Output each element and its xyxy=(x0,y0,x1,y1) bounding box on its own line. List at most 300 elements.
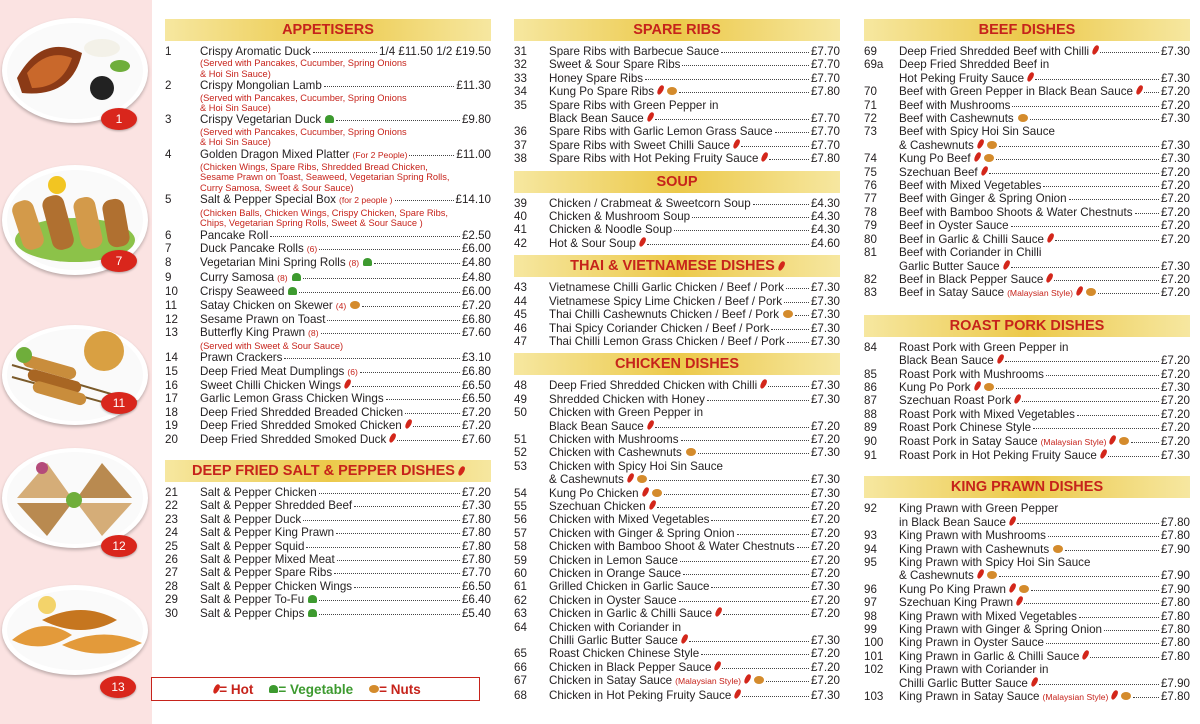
item-price: £6.50 xyxy=(461,579,491,593)
item-line xyxy=(899,341,1190,354)
item-number: 72 xyxy=(864,112,877,126)
item-number: 9 xyxy=(165,270,172,284)
dot-leader xyxy=(386,392,460,400)
item-number: 69 xyxy=(864,45,877,58)
item-price: £7.30 xyxy=(1160,259,1190,273)
item-number: 60 xyxy=(514,567,527,580)
item-name: Spare Ribs with Green Pepper in xyxy=(549,98,719,112)
item-description: & Hoi Sin Sauce) xyxy=(200,68,271,79)
item-number: 4 xyxy=(165,147,172,161)
item-name: Chicken in Satay Sauce xyxy=(549,674,673,688)
dot-leader xyxy=(336,113,460,121)
item-name: Black Bean Sauce xyxy=(549,112,644,126)
menu-item xyxy=(514,393,840,406)
dot-leader xyxy=(711,580,809,588)
section-header xyxy=(864,19,1190,41)
item-number: 78 xyxy=(864,205,877,219)
item-name: Salt & Pepper To-Fu xyxy=(200,593,305,607)
dot-leader xyxy=(664,487,809,495)
sesame-toast-icon xyxy=(2,448,148,548)
item-line xyxy=(899,596,1190,609)
item-line xyxy=(899,677,1190,690)
item-line xyxy=(200,499,491,512)
item-number: 81 xyxy=(864,246,877,260)
item-price: £7.20 xyxy=(1160,179,1190,193)
dot-leader xyxy=(766,674,809,682)
item-line xyxy=(549,460,840,473)
item-price: £11.30 xyxy=(456,79,491,93)
dot-leader xyxy=(319,242,460,250)
leaf-icon xyxy=(363,258,372,266)
item-number: 49 xyxy=(514,392,527,406)
item-price: £7.20 xyxy=(810,567,840,580)
dot-leader xyxy=(1054,273,1159,281)
item-number: 84 xyxy=(864,340,877,354)
item-description: (Chicken Wings, Spare Ribs, Shredded Bread Chicken, xyxy=(200,162,428,173)
item-price: £7.30 xyxy=(1160,45,1190,58)
menu-item xyxy=(165,351,491,364)
item-number: 54 xyxy=(514,486,527,500)
item-number: 25 xyxy=(165,539,178,553)
menu-item xyxy=(165,593,491,606)
dot-leader xyxy=(996,152,1159,160)
item-number: 82 xyxy=(864,272,877,286)
menu-item xyxy=(864,502,1190,529)
item-price: £7.20 xyxy=(1160,85,1190,99)
item-name: King Prawn with Green Pepper xyxy=(899,502,1059,516)
item-name: Salt & Pepper Duck xyxy=(200,512,302,526)
item-name: Chilli Garlic Butter Sauce xyxy=(899,676,1028,690)
dot-leader xyxy=(683,567,809,575)
item-price: £14.10 xyxy=(455,193,491,207)
nut-icon xyxy=(783,310,793,318)
menu-item xyxy=(514,58,840,71)
menu-item xyxy=(864,610,1190,623)
item-price: £2.50 xyxy=(461,228,491,242)
dot-leader xyxy=(337,553,460,561)
chili-icon xyxy=(1026,72,1035,83)
dot-leader xyxy=(405,406,460,414)
dot-leader xyxy=(707,393,809,401)
item-price: £7.20 xyxy=(1160,394,1190,408)
menu-item xyxy=(514,139,840,152)
item-line xyxy=(549,567,840,580)
item-number: 34 xyxy=(514,85,527,99)
item-note: (Malaysian Style) xyxy=(1040,436,1107,447)
dot-leader xyxy=(768,379,809,387)
item-name: Thai Chilli Cashewnuts Chicken / Beef / Pork xyxy=(549,308,780,322)
item-name: Garlic Lemon Grass Chicken Wings xyxy=(200,392,384,406)
menu-item xyxy=(514,152,840,165)
item-line xyxy=(200,79,491,92)
chili-icon xyxy=(1091,45,1100,56)
item-line xyxy=(200,553,491,566)
menu-item xyxy=(864,125,1190,152)
item-note: (Malaysian Style) xyxy=(675,676,741,687)
item-number: 101 xyxy=(864,649,884,663)
item-name: Grilled Chicken in Garlic Sauce xyxy=(549,580,710,594)
item-price: £7.30 xyxy=(1160,152,1190,166)
item-name: Honey Spare Ribs xyxy=(549,71,644,85)
item-price: £7.20 xyxy=(810,660,840,674)
menu-column-3 xyxy=(864,14,1190,704)
item-number: 79 xyxy=(864,219,877,233)
dot-leader xyxy=(1055,233,1159,241)
item-line xyxy=(899,112,1190,125)
item-number: 56 xyxy=(514,513,527,527)
item-line xyxy=(899,381,1190,394)
item-line xyxy=(549,152,840,165)
item-name: Beef with Spicy Hoi Sin Sauce xyxy=(899,125,1055,139)
item-name: Garlic Butter Sauce xyxy=(899,259,1000,273)
item-price: £7.20 xyxy=(1160,98,1190,112)
dot-leader xyxy=(657,500,809,508)
menu-item xyxy=(514,45,840,58)
item-price: £7.20 xyxy=(461,486,491,499)
section-title: ROAST PORK DISHES xyxy=(949,317,1105,334)
item-line xyxy=(549,237,840,250)
item-number: 8 xyxy=(165,256,172,270)
item-number: 93 xyxy=(864,529,877,543)
chili-icon xyxy=(777,261,786,272)
item-line xyxy=(899,286,1190,300)
menu-item xyxy=(165,113,491,147)
item-line xyxy=(200,256,491,270)
dot-leader xyxy=(721,45,809,53)
item-name: Chicken in Hot Peking Fruity Sauce xyxy=(549,688,732,702)
item-description: Chips, Vegetarian Spring Rolls, Sweet & Sour Sauce ) xyxy=(200,218,423,229)
item-price: £7.80 xyxy=(1160,529,1190,543)
item-line xyxy=(549,433,840,446)
nut-icon xyxy=(1086,288,1096,296)
menu-item xyxy=(864,623,1190,636)
menu-item xyxy=(514,446,840,459)
section-header xyxy=(514,255,840,277)
item-number: 50 xyxy=(514,406,527,420)
item-line xyxy=(200,433,491,446)
item-line xyxy=(899,449,1190,462)
item-line xyxy=(549,72,840,85)
section-title: KING PRAWN DISHES xyxy=(950,479,1104,496)
item-number: 58 xyxy=(514,540,527,554)
item-line xyxy=(200,229,491,242)
item-name: Roast Chicken Chinese Style xyxy=(549,647,700,661)
menu-item xyxy=(514,335,840,348)
item-line xyxy=(549,420,840,433)
item-price: £6.80 xyxy=(461,312,491,326)
dot-leader xyxy=(787,335,809,343)
menu-item xyxy=(165,406,491,419)
item-number: 98 xyxy=(864,609,877,623)
item-line xyxy=(899,663,1190,676)
item-price: £7.30 xyxy=(1160,448,1190,462)
menu-item xyxy=(514,621,840,648)
item-name: Salt & Pepper Chips xyxy=(200,606,305,620)
item-name: Spare Ribs with Sweet Chilli Sauce xyxy=(549,138,731,152)
menu-item xyxy=(514,72,840,85)
menu-item xyxy=(864,286,1190,300)
section-header xyxy=(514,171,840,193)
nut-icon xyxy=(652,489,662,497)
chili-icon xyxy=(1110,690,1119,701)
item-price: £7.20 xyxy=(810,513,840,527)
item-number: 92 xyxy=(864,502,877,516)
item-number: 19 xyxy=(165,419,178,433)
item-name: Beef in Garlic & Chilli Sauce xyxy=(899,232,1044,246)
item-name: Duck Pancake Rolls xyxy=(200,241,304,255)
dot-leader xyxy=(722,661,809,669)
dot-leader xyxy=(360,365,460,373)
item-note: (8) xyxy=(308,328,319,339)
chili-icon xyxy=(759,379,768,390)
chili-icon xyxy=(743,674,752,685)
menu-item xyxy=(165,313,491,326)
dot-leader xyxy=(742,689,809,697)
item-price: £7.80 xyxy=(1160,515,1190,529)
item-price: £7.30 xyxy=(810,580,840,594)
item-line xyxy=(549,554,840,567)
item-name: Chilli Garlic Butter Sauce xyxy=(549,634,678,648)
leaf-icon xyxy=(308,595,317,603)
item-price: £3.10 xyxy=(461,351,491,365)
dot-leader xyxy=(999,139,1159,147)
item-price: £7.20 xyxy=(1160,205,1190,219)
chili-icon xyxy=(680,634,689,645)
item-name: Chicken in Oyster Sauce xyxy=(549,593,677,607)
item-number: 76 xyxy=(864,179,877,193)
item-name: Salt & Pepper Shredded Beef xyxy=(200,499,353,513)
menu-item xyxy=(165,540,491,553)
item-number: 47 xyxy=(514,334,527,348)
dot-leader xyxy=(336,526,460,534)
menu-item xyxy=(165,566,491,579)
menu-item xyxy=(864,341,1190,368)
item-line xyxy=(899,408,1190,421)
item-price: £7.30 xyxy=(810,308,840,322)
item-name: Salt & Pepper Spare Ribs xyxy=(200,566,333,580)
item-number: 11 xyxy=(165,298,178,312)
item-note: (Malaysian Style) xyxy=(1042,692,1109,703)
item-description: & Hoi Sin Sauce) xyxy=(200,103,271,114)
item-price: £7.70 xyxy=(810,58,840,72)
menu-item xyxy=(165,326,491,351)
item-line xyxy=(200,419,491,432)
item-name: Chicken with Green Pepper in xyxy=(549,406,704,420)
menu-item xyxy=(864,636,1190,649)
dot-leader xyxy=(999,569,1159,577)
item-number: 36 xyxy=(514,125,527,139)
chili-icon xyxy=(1001,260,1010,271)
item-name: & Cashewnuts xyxy=(549,473,624,487)
item-line xyxy=(549,473,840,486)
item-name: Beef in Satay Sauce xyxy=(899,286,1005,300)
nut-icon xyxy=(637,475,647,483)
dot-leader xyxy=(1079,610,1159,618)
item-line xyxy=(899,623,1190,636)
item-name: Chicken in Lemon Sauce xyxy=(549,553,678,567)
item-price: £7.80 xyxy=(1160,623,1190,637)
item-price: £7.70 xyxy=(461,566,491,580)
menu-item xyxy=(864,368,1190,381)
item-number: 12 xyxy=(165,312,178,326)
dot-leader xyxy=(784,295,809,303)
item-name: Vietnamese Chilli Garlic Chicken / Beef / Pork xyxy=(549,281,784,295)
menu-item xyxy=(165,79,491,113)
item-number: 61 xyxy=(514,580,527,594)
item-description: (Served with Pancakes, Cucumber, Spring Onions xyxy=(200,126,407,137)
item-line xyxy=(549,621,840,634)
dish-photo xyxy=(2,585,148,675)
item-name: Salt & Pepper Chicken Wings xyxy=(200,579,353,593)
item-price: £7.80 xyxy=(1160,649,1190,663)
item-number: 70 xyxy=(864,85,877,99)
item-line xyxy=(549,674,840,688)
item-line xyxy=(899,650,1190,663)
item-name: Chicken with Mixed Vegetables xyxy=(549,513,710,527)
item-number: 32 xyxy=(514,58,527,72)
item-note: (8) xyxy=(277,272,288,283)
photo-number: 13 xyxy=(100,676,136,698)
item-line xyxy=(549,379,840,392)
nut-icon xyxy=(369,685,379,693)
item-name: Kung Po Beef xyxy=(899,152,971,166)
item-line xyxy=(549,58,840,71)
dot-leader xyxy=(1024,596,1159,604)
item-name: Roast Pork with Green Pepper in xyxy=(899,340,1069,354)
item-number: 77 xyxy=(864,192,877,206)
dot-leader xyxy=(1144,85,1159,93)
item-number: 5 xyxy=(165,193,172,207)
menu-item xyxy=(514,594,840,607)
item-note: (4) xyxy=(335,300,347,311)
dot-leader xyxy=(753,197,809,205)
item-price: £7.90 xyxy=(1160,542,1190,556)
item-line xyxy=(899,125,1190,138)
legend-hot: = Hot xyxy=(219,681,254,697)
item-name: Spare Ribs with Garlic Lemon Grass Sauce xyxy=(549,125,773,139)
chili-icon xyxy=(656,85,665,96)
item-name: King Prawn with Ginger & Spring Onion xyxy=(899,623,1102,637)
section-header xyxy=(514,353,840,375)
item-number: 23 xyxy=(165,512,178,526)
dot-leader xyxy=(374,256,460,264)
item-line xyxy=(200,379,491,392)
item-price: £7.20 xyxy=(461,298,491,312)
item-price: £7.30 xyxy=(1160,138,1190,152)
item-name: Hot Peking Fruity Sauce xyxy=(899,71,1025,85)
item-number: 43 xyxy=(514,281,527,295)
dot-leader xyxy=(698,446,809,454)
item-line xyxy=(899,206,1190,219)
item-line xyxy=(549,393,840,406)
item-line xyxy=(549,45,840,58)
item-number: 10 xyxy=(165,285,178,299)
item-price: £7.20 xyxy=(810,432,840,446)
item-line xyxy=(899,421,1190,434)
item-number: 67 xyxy=(514,674,527,688)
nut-icon xyxy=(984,383,994,391)
dot-leader xyxy=(1022,394,1159,402)
chili-icon xyxy=(1030,677,1039,688)
item-name: Thai Chilli Lemon Grass Chicken / Beef / Pork xyxy=(549,334,785,348)
item-name: Salt & Pepper Squid xyxy=(200,539,305,553)
item-name: Black Bean Sauce xyxy=(899,354,994,368)
item-description: (Served with Sweet & Sour Sauce) xyxy=(200,340,344,351)
item-name: Butterfly King Prawn xyxy=(200,326,306,340)
item-number: 94 xyxy=(864,542,877,556)
dot-leader xyxy=(797,540,809,548)
item-price: £7.80 xyxy=(461,539,491,553)
chili-icon xyxy=(972,381,981,392)
menu-item xyxy=(165,193,491,228)
item-line xyxy=(549,139,840,152)
item-line xyxy=(899,45,1190,58)
section-header xyxy=(864,315,1190,337)
menu-item xyxy=(165,513,491,526)
item-number: 41 xyxy=(514,223,527,237)
menu-item xyxy=(864,449,1190,462)
dot-leader xyxy=(334,566,460,574)
section-title: SOUP xyxy=(656,173,698,190)
menu-item xyxy=(165,299,491,313)
menu-item xyxy=(514,500,840,513)
dot-leader xyxy=(1030,112,1159,120)
item-price: £7.80 xyxy=(810,152,840,166)
item-number: 20 xyxy=(165,432,178,446)
chili-icon xyxy=(733,689,742,700)
item-line xyxy=(549,647,840,660)
chili-icon xyxy=(626,473,635,484)
dot-leader xyxy=(1011,219,1159,227)
dot-leader xyxy=(1069,192,1159,200)
item-line xyxy=(549,335,840,348)
item-name: & Cashewnuts xyxy=(899,569,974,583)
nut-icon xyxy=(1018,114,1028,122)
chili-icon xyxy=(641,487,650,498)
item-line xyxy=(200,392,491,405)
item-number: 14 xyxy=(165,351,178,365)
item-line xyxy=(200,313,491,326)
item-number: 65 xyxy=(514,647,527,661)
item-price: £7.90 xyxy=(1160,569,1190,583)
item-line xyxy=(200,193,491,207)
item-name: Kung Po Spare Ribs xyxy=(549,85,655,99)
item-line xyxy=(549,689,840,702)
item-description: (Served with Pancakes, Cucumber, Spring Onions xyxy=(200,58,407,69)
dot-leader xyxy=(771,322,809,330)
item-line xyxy=(200,566,491,579)
dot-leader xyxy=(655,112,809,120)
menu-item xyxy=(864,112,1190,125)
chili-icon xyxy=(638,237,647,248)
section-title: APPETISERS xyxy=(282,22,374,38)
chili-icon xyxy=(1008,516,1017,527)
menu-item xyxy=(165,486,491,499)
dot-leader xyxy=(769,152,809,160)
item-number: 31 xyxy=(514,45,527,58)
menu-item xyxy=(864,394,1190,407)
item-line xyxy=(549,487,840,500)
menu-item xyxy=(514,567,840,580)
item-name: King Prawn in Oyster Sauce xyxy=(899,636,1044,650)
item-price: £7.20 xyxy=(810,647,840,661)
item-name: Chicken with Spicy Hoi Sin Sauce xyxy=(549,459,723,473)
dot-leader xyxy=(1033,421,1159,429)
dot-leader xyxy=(321,326,460,334)
menu-item xyxy=(165,433,491,446)
item-name: Golden Dragon Mixed Platter xyxy=(200,147,350,161)
item-price: £6.50 xyxy=(461,392,491,406)
